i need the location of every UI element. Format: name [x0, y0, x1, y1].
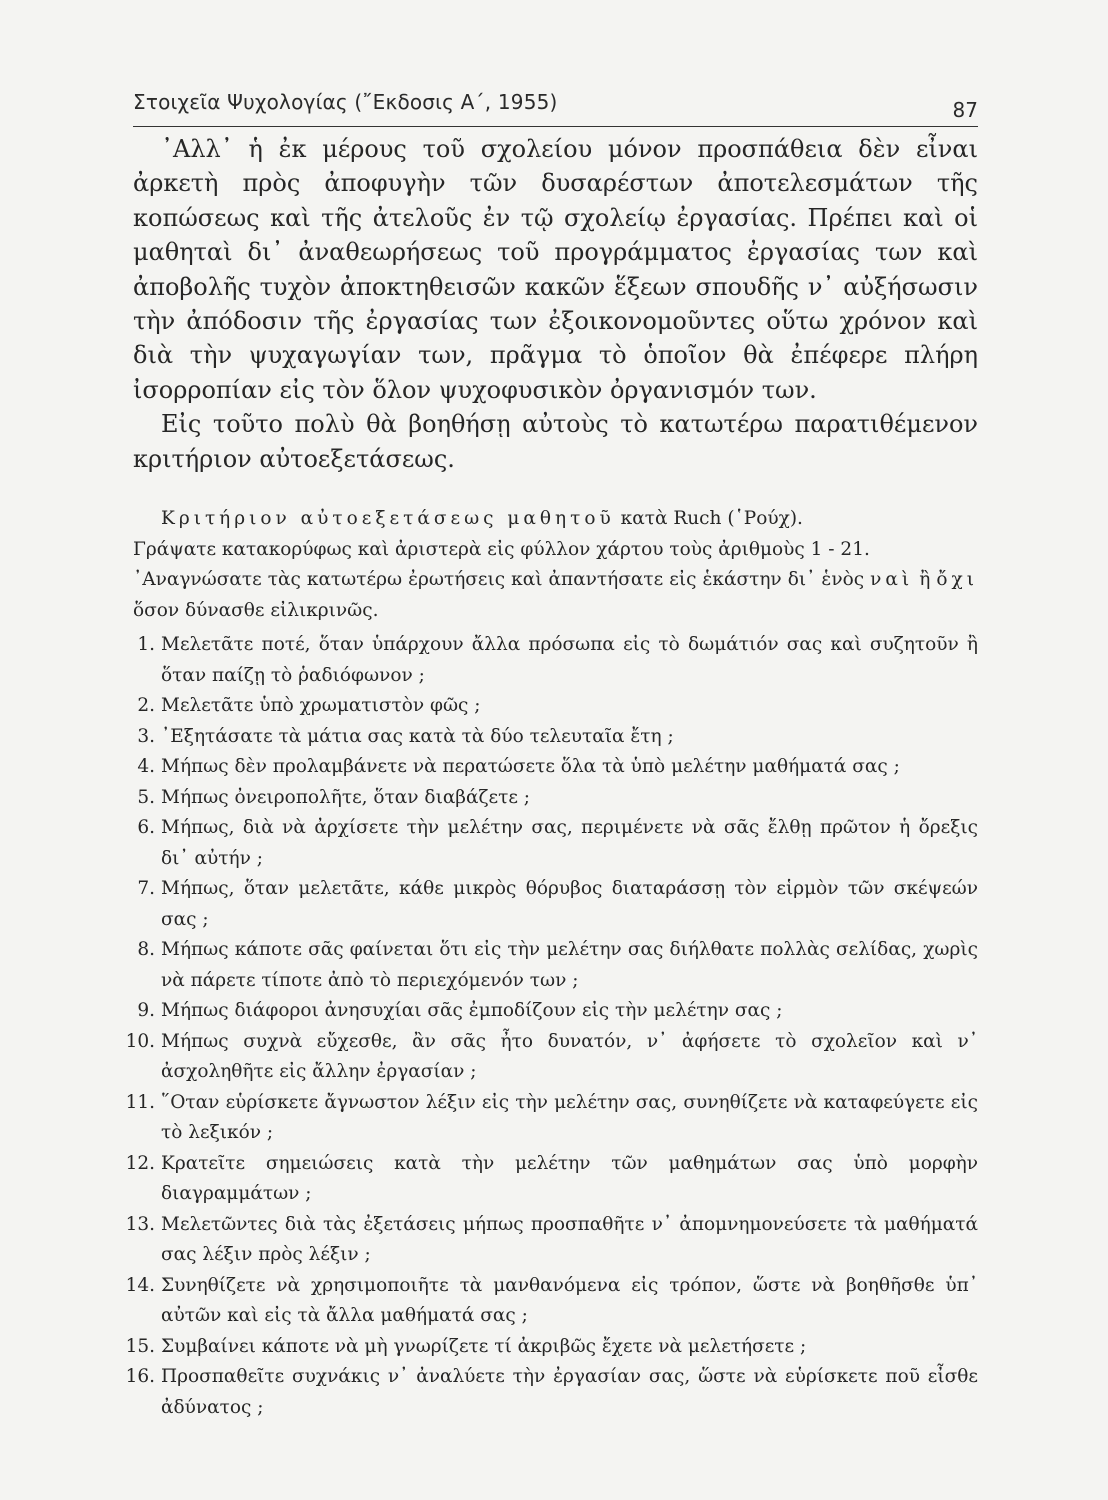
question-list: [125, 630, 978, 1423]
question-text: Μήπως συχνὰ εὔχεσθε, ἂν σᾶς ἦτο δυνατόν, ν᾿ ἀφήσετε τὸ σχολεῖον καὶ ν᾿ ἀσχοληθῆτε εἰς ἄλλην ἐργασίαν ;: [161, 1030, 978, 1083]
question-item: [125, 1362, 978, 1423]
question-number: 4.: [137, 756, 155, 778]
question-item: [133, 874, 978, 935]
question-number: 11.: [125, 1091, 155, 1113]
question-number: 10.: [125, 1030, 155, 1052]
question-item: [125, 1088, 978, 1149]
question-item: [125, 1210, 978, 1271]
running-header: [133, 86, 978, 127]
question-text: Μήπως κάποτε σᾶς φαίνεται ὅτι εἰς τὴν μελέτην σας διήλθατε πολλὰς σελίδας, χωρὶς νὰ πάρετε τίποτε ἀπὸ τὸ περιεχόμενόν των ;: [161, 939, 978, 991]
question-item: [125, 1332, 978, 1363]
question-text: Μελετῶντες διὰ τὰς ἐξετάσεις μήπως προσπαθῆτε ν᾿ ἀπομνημονεύσετε τὰ μαθήματά σας λέξιν πρὸς λέξιν ;: [161, 1213, 978, 1266]
word-or: ἢ: [919, 569, 931, 591]
question-text: Κρατεῖτε σημειώσεις κατὰ τὴν μελέτην τῶν μαθημάτων σας ὑπὸ μορφὴν διαγραμμάτων ;: [161, 1152, 978, 1205]
question-text: Μήπως διάφοροι ἀνησυχίαι σᾶς ἐμποδίζουν εἰς τὴν μελέτην σας ;: [161, 1000, 783, 1022]
question-item: [125, 1149, 978, 1210]
question-item: [133, 722, 978, 753]
word-no: ὄχι: [936, 569, 978, 591]
question-item: [125, 1271, 978, 1332]
criterion-instruction-1: Γράψατε κατακορύφως καὶ ἀριστερὰ εἰς φύλλον χάρτου τοὺς ἀριθμοὺς 1 - 21.: [133, 538, 870, 560]
question-number: 16.: [125, 1366, 155, 1388]
question-number: 8.: [137, 939, 155, 961]
question-number: 14.: [125, 1274, 155, 1296]
intro-paragraph-2: Εἰς τοῦτο πολὺ θὰ βοηθήσῃ αὐτοὺς τὸ κατωτέρω παρατιθέμενον κριτήριον αὐτοεξετάσεως.: [133, 410, 978, 473]
question-item: [133, 752, 978, 783]
criterion-instruction-2-text: ᾿Αναγνώσατε τὰς κατωτέρω ἐρωτήσεις καὶ ἀπαντήσατε εἰς ἑκάστην δι᾿ ἑνὸς: [133, 569, 865, 591]
question-number: 15.: [125, 1335, 155, 1357]
page-number: 87: [952, 98, 978, 122]
question-text: Μήπως ὀνειροπολῆτε, ὅταν διαβάζετε ;: [161, 786, 531, 808]
criterion-title-line: [133, 504, 978, 535]
running-title: Στοιχεῖα Ψυχολογίας (῎Εκδοσις Α΄, 1955): [133, 90, 558, 114]
page-body: [125, 132, 978, 1423]
question-number: 12.: [125, 1152, 155, 1174]
question-number: 6.: [137, 817, 155, 839]
question-number: 13.: [125, 1213, 155, 1235]
question-number: 5.: [137, 786, 155, 808]
word-yes: ναὶ: [870, 569, 914, 591]
question-number: 9.: [137, 1000, 155, 1022]
question-number: 7.: [137, 878, 155, 900]
question-number: 3.: [137, 725, 155, 747]
criterion-title: Κριτήριον αὐτοεξετάσεως μαθητοῦ: [161, 508, 615, 530]
question-text: Μελετᾶτε ὑπὸ χρωματιστὸν φῶς ;: [161, 695, 481, 717]
criterion-instruction-3-text: ὅσον δύνασθε εἰλικρινῶς.: [133, 599, 379, 621]
question-text: Μήπως, ὅταν μελετᾶτε, κάθε μικρὸς θόρυβος διαταράσσῃ τὸν εἱρμὸν τῶν σκέψεών σας ;: [161, 878, 978, 930]
question-item: [125, 1027, 978, 1088]
question-item: [133, 813, 978, 874]
question-text: Μελετᾶτε ποτέ, ὅταν ὑπάρχουν ἄλλα πρόσωπα εἰς τὸ δωμάτιόν σας καὶ συζητοῦν ἢ ὅταν παίζῃ τὸ ῥαδιόφωνον ;: [161, 634, 978, 686]
question-number: 1.: [137, 634, 155, 656]
question-text: Μήπως δὲν προλαμβάνετε νὰ περατώσετε ὅλα τὰ ὑπὸ μελέτην μαθήματά σας ;: [161, 756, 900, 778]
question-item: [133, 996, 978, 1027]
criterion-instruction-2: [133, 565, 978, 626]
question-text: ᾿Εξητάσατε τὰ μάτια σας κατὰ τὰ δύο τελευταῖα ἔτη ;: [161, 725, 674, 747]
intro-paragraph-1: ᾿Αλλ᾿ ἡ ἐκ μέρους τοῦ σχολείου μόνον προσπάθεια δὲν εἶναι ἀρκετὴ πρὸς ἀποφυγὴν τῶν δυσαρέστων ἀποτελεσμάτων τῆς κοπώσεως καὶ τῆς ἀτελοῦς ἐν τῷ σχολείῳ ἐργασίας. Πρέπει καὶ οἱ μαθηταὶ δι᾿ ἀναθεωρήσεως τοῦ προγράμματος ἐργασίας των καὶ ἀποβολῆς τυχὸν ἀποκτηθεισῶν κακῶν ἕξεων σπουδῆς ν᾿ αὐξήσωσιν τὴν ἀπόδοσιν τῆς ἐργασίας των ἐξοικονομοῦντες οὕτω χρόνον καὶ διὰ τὴν ψυχαγωγίαν των, πρᾶγμα τὸ ὁποῖον θὰ ἐπέφερε πλήρη ἰσορροπίαν εἰς τὸν ὅλον ψυχοφυσικὸν ὀργανισμόν των.: [133, 135, 978, 404]
question-number: 2.: [137, 695, 155, 717]
question-text: ῞Οταν εὑρίσκετε ἄγνωστον λέξιν εἰς τὴν μελέτην σας, συνηθίζετε νὰ καταφεύγετε εἰς τὸ λεξικόν ;: [161, 1091, 978, 1144]
criterion-author: κατὰ Ruch (῾Ρούχ).: [620, 508, 803, 530]
criterion-block: [133, 504, 978, 626]
question-text: Συνηθίζετε νὰ χρησιμοποιῆτε τὰ μανθανόμενα εἰς τρόπον, ὥστε νὰ βοηθῆσθε ὑπ᾿ αὐτῶν καὶ εἰς τὰ ἄλλα μαθήματά σας ;: [161, 1274, 978, 1327]
question-text: Μήπως, διὰ νὰ ἀρχίσετε τὴν μελέτην σας, περιμένετε νὰ σᾶς ἔλθῃ πρῶτον ἡ ὄρεξις δι᾿ αὐτήν ;: [161, 817, 978, 869]
question-text: Προσπαθεῖτε συχνάκις ν᾿ ἀναλύετε τὴν ἐργασίαν σας, ὥστε νὰ εὑρίσκετε ποῦ εἶσθε ἀδύνατος ;: [161, 1366, 978, 1418]
question-item: [133, 935, 978, 996]
question-item: [133, 783, 978, 814]
question-text: Συμβαίνει κάποτε νὰ μὴ γνωρίζετε τί ἀκριβῶς ἔχετε νὰ μελετήσετε ;: [161, 1335, 807, 1357]
question-item: [133, 691, 978, 722]
question-item: [133, 630, 978, 691]
